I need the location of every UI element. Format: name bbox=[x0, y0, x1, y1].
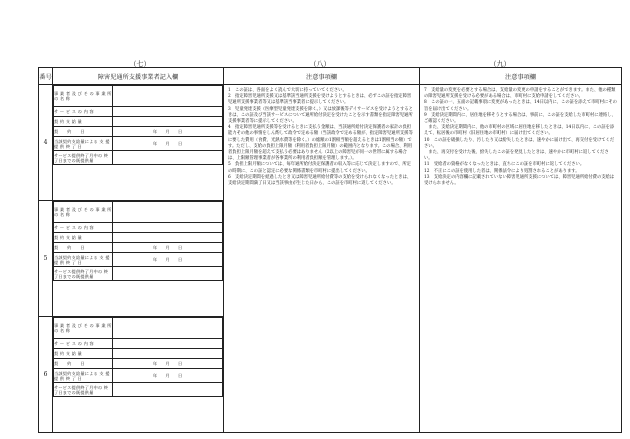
note-item: 4 指定障害児通所支援等を受けるときに支払う金額は、当該通所給付決定保護者の家計の負担能力その他の事情をしん酌して政令で定める額（当該政令で定める額が、指定障害児通所支援等に要した費用（食費、光熱水費等を除く。）の総額の1割相当額を超えるときは1割相当の額）です。ただし、支給の負担上限月額（利用者負担上限月額）の範囲内となります。この場合、利用者負担上限月額を超えて支払う必要はありません（2以上の障害児が同一の世帯に属する場合は、上限額管理事業者が各事業所の利用者負担額を管理します。）。 bbox=[228, 125, 413, 162]
service-label: サ ー ビ ス の 内 容 bbox=[54, 107, 113, 117]
provider-name-field[interactable] bbox=[113, 318, 223, 339]
provider-name-label: 事 業 者 及 び そ の 事 業 所 の 名 称 bbox=[54, 318, 113, 339]
provider-entry-header: 障害児通所支援事業者記入欄 bbox=[53, 68, 224, 85]
provided-amount-field[interactable] bbox=[113, 383, 223, 397]
row-number: 4 bbox=[39, 85, 53, 201]
contract-amount-label: 契 約 支 給 量 bbox=[54, 349, 113, 359]
contract-amount-label: 契 約 支 給 量 bbox=[54, 117, 113, 127]
end-date-label: 当該契約支給量による 支 援 提 供 終 了 日 bbox=[54, 137, 113, 151]
end-date-field[interactable]: 年 月 日 bbox=[113, 369, 223, 383]
notes-header-8: 注意事項欄 bbox=[224, 68, 420, 85]
entry-block bbox=[53, 201, 224, 317]
end-date-label: 当該契約支給量による 支 援 提 供 終 了 日 bbox=[54, 253, 113, 267]
contract-date-label: 契 約 日 bbox=[54, 243, 113, 253]
service-label: サ ー ビ ス の 内 容 bbox=[54, 339, 113, 349]
contract-amount-label: 契 約 支 給 量 bbox=[54, 233, 113, 243]
note-item: 12 不正にこの証を使用した者は、関係法令により処罰されることがあります。 bbox=[424, 168, 580, 174]
provider-name-field[interactable] bbox=[113, 86, 223, 107]
service-field[interactable] bbox=[113, 107, 223, 117]
contract-amount-field[interactable] bbox=[113, 117, 223, 127]
note-item: 11 受給者の資格がなくなったときは、直ちにこの証を市町村に返してください。 bbox=[424, 162, 585, 168]
note-item: また、再交付を受けた後、紛失したこの証を発見したときは、速やかに市町村に返してください。 bbox=[424, 150, 609, 162]
note-item: 7 支給量の変更を必要とする場合は、支給量の変更の申請をすることができます。また、他の種類の障害児通所支援を受ける必要がある場合は、市町村に支給申請をしてください。 bbox=[424, 88, 616, 100]
provider-name-label: 事 業 者 及 び そ の 事 業 所 の 名 称 bbox=[54, 202, 113, 223]
note-item: 10 この証を破損したり、汚したり又は紛失したときは、速やかに届け出て、再交付を受けてください。 bbox=[424, 137, 615, 149]
note-item: 1 この証は、各面をよく読んで大切に持っていてください。 bbox=[228, 88, 347, 93]
end-date-field[interactable]: 年 月 日 bbox=[113, 137, 223, 151]
section-heading-8: （八） bbox=[309, 60, 331, 68]
contract-amount-field[interactable] bbox=[113, 233, 223, 243]
entry-block bbox=[53, 317, 224, 433]
note-item: 8 この証の一、五面の記載事項に変更があったときは、14日以内に、この証を添えて市町村にその旨を届け出てください。 bbox=[424, 100, 617, 112]
service-field[interactable] bbox=[113, 339, 223, 349]
note-item: 2 指定障害児通所支援又は基準該当通所支援を受けようとするときは、必ずこの証を指定障害児通所支援事業者等又は基準該当事業者に提示してください。 bbox=[228, 94, 412, 106]
provider-name-field[interactable] bbox=[113, 202, 223, 223]
provided-amount-label: サービス提供終了月中の 終了日までの既提供量 bbox=[54, 267, 113, 281]
contract-date-label: 契 約 日 bbox=[54, 127, 113, 137]
provided-amount-label: サービス提供終了月中の 終了日までの既提供量 bbox=[54, 151, 113, 165]
contract-date-label: 契 約 日 bbox=[54, 359, 113, 369]
contract-date-field[interactable]: 年 月 日 bbox=[113, 359, 223, 369]
section-heading-7: （七） bbox=[129, 60, 151, 68]
record-table bbox=[38, 67, 622, 433]
provider-name-label: 事 業 者 及 び そ の 事 業 所 の 名 称 bbox=[54, 86, 113, 107]
notes-column-8 bbox=[224, 85, 420, 433]
contract-date-field[interactable]: 年 月 日 bbox=[113, 127, 223, 137]
note-item: 9 支給決定期間内に、居住地を移そうとする場合は、事前に、この証を支給した市町村に連絡し、ご確認ください。 bbox=[424, 112, 616, 125]
service-field[interactable] bbox=[113, 223, 223, 233]
note-item: 13 支給決定の内容欄に記載されていない障害児通所支援については、障害児通所給付費の支給は受けられません。 bbox=[424, 174, 615, 187]
note-item: 3 児童発達支援（医療型児童発達支援を除く。）又は放課後等デイサービスを受けようとするときは、この証及び当該サービスについて通所給付決定を受けたことを示す書類を指定障害児通所支援事業者等に提示してください。 bbox=[228, 106, 413, 125]
provided-amount-label: サービス提供終了月中の 終了日までの既提供量 bbox=[54, 383, 113, 397]
provided-amount-field[interactable] bbox=[113, 151, 223, 165]
note-item: また、支給決定期間内に、他の市町村の区域に居住地を移したときは、14日以内に、この証を添えて、転居後の市町村（旧居住地の市町村）に届け出てください。 bbox=[424, 125, 615, 137]
contract-amount-field[interactable] bbox=[113, 349, 223, 359]
end-date-field[interactable]: 年 月 日 bbox=[113, 253, 223, 267]
section-heading-9: （九） bbox=[489, 60, 511, 68]
note-item: 5 負担上限月額については、毎年通所給付決定保護者の収入等に応じて決定しますので、所定の時期に、この証と認定に必要な関係書類を市町村に提出してください。 bbox=[228, 162, 412, 174]
provided-amount-field[interactable] bbox=[113, 267, 223, 281]
end-date-label: 当該契約支給量による 支 援 提 供 終 了 日 bbox=[54, 369, 113, 383]
service-label: サ ー ビ ス の 内 容 bbox=[54, 223, 113, 233]
notes-column-9 bbox=[420, 85, 622, 433]
row-number: 5 bbox=[39, 201, 53, 317]
contract-date-field[interactable]: 年 月 日 bbox=[113, 243, 223, 253]
notes-header-9: 注意事項欄 bbox=[420, 68, 622, 85]
entry-block bbox=[53, 85, 224, 201]
note-item: 6 支給決定期間を経過したとき又は障害児通所給付費等の支給を受けられなくなったときは、支給決定期間満了日又は当該事由が生じた日から、この証を市町村に返してください。 bbox=[228, 174, 412, 187]
number-header: 番号 bbox=[39, 68, 53, 85]
row-number: 6 bbox=[39, 317, 53, 433]
